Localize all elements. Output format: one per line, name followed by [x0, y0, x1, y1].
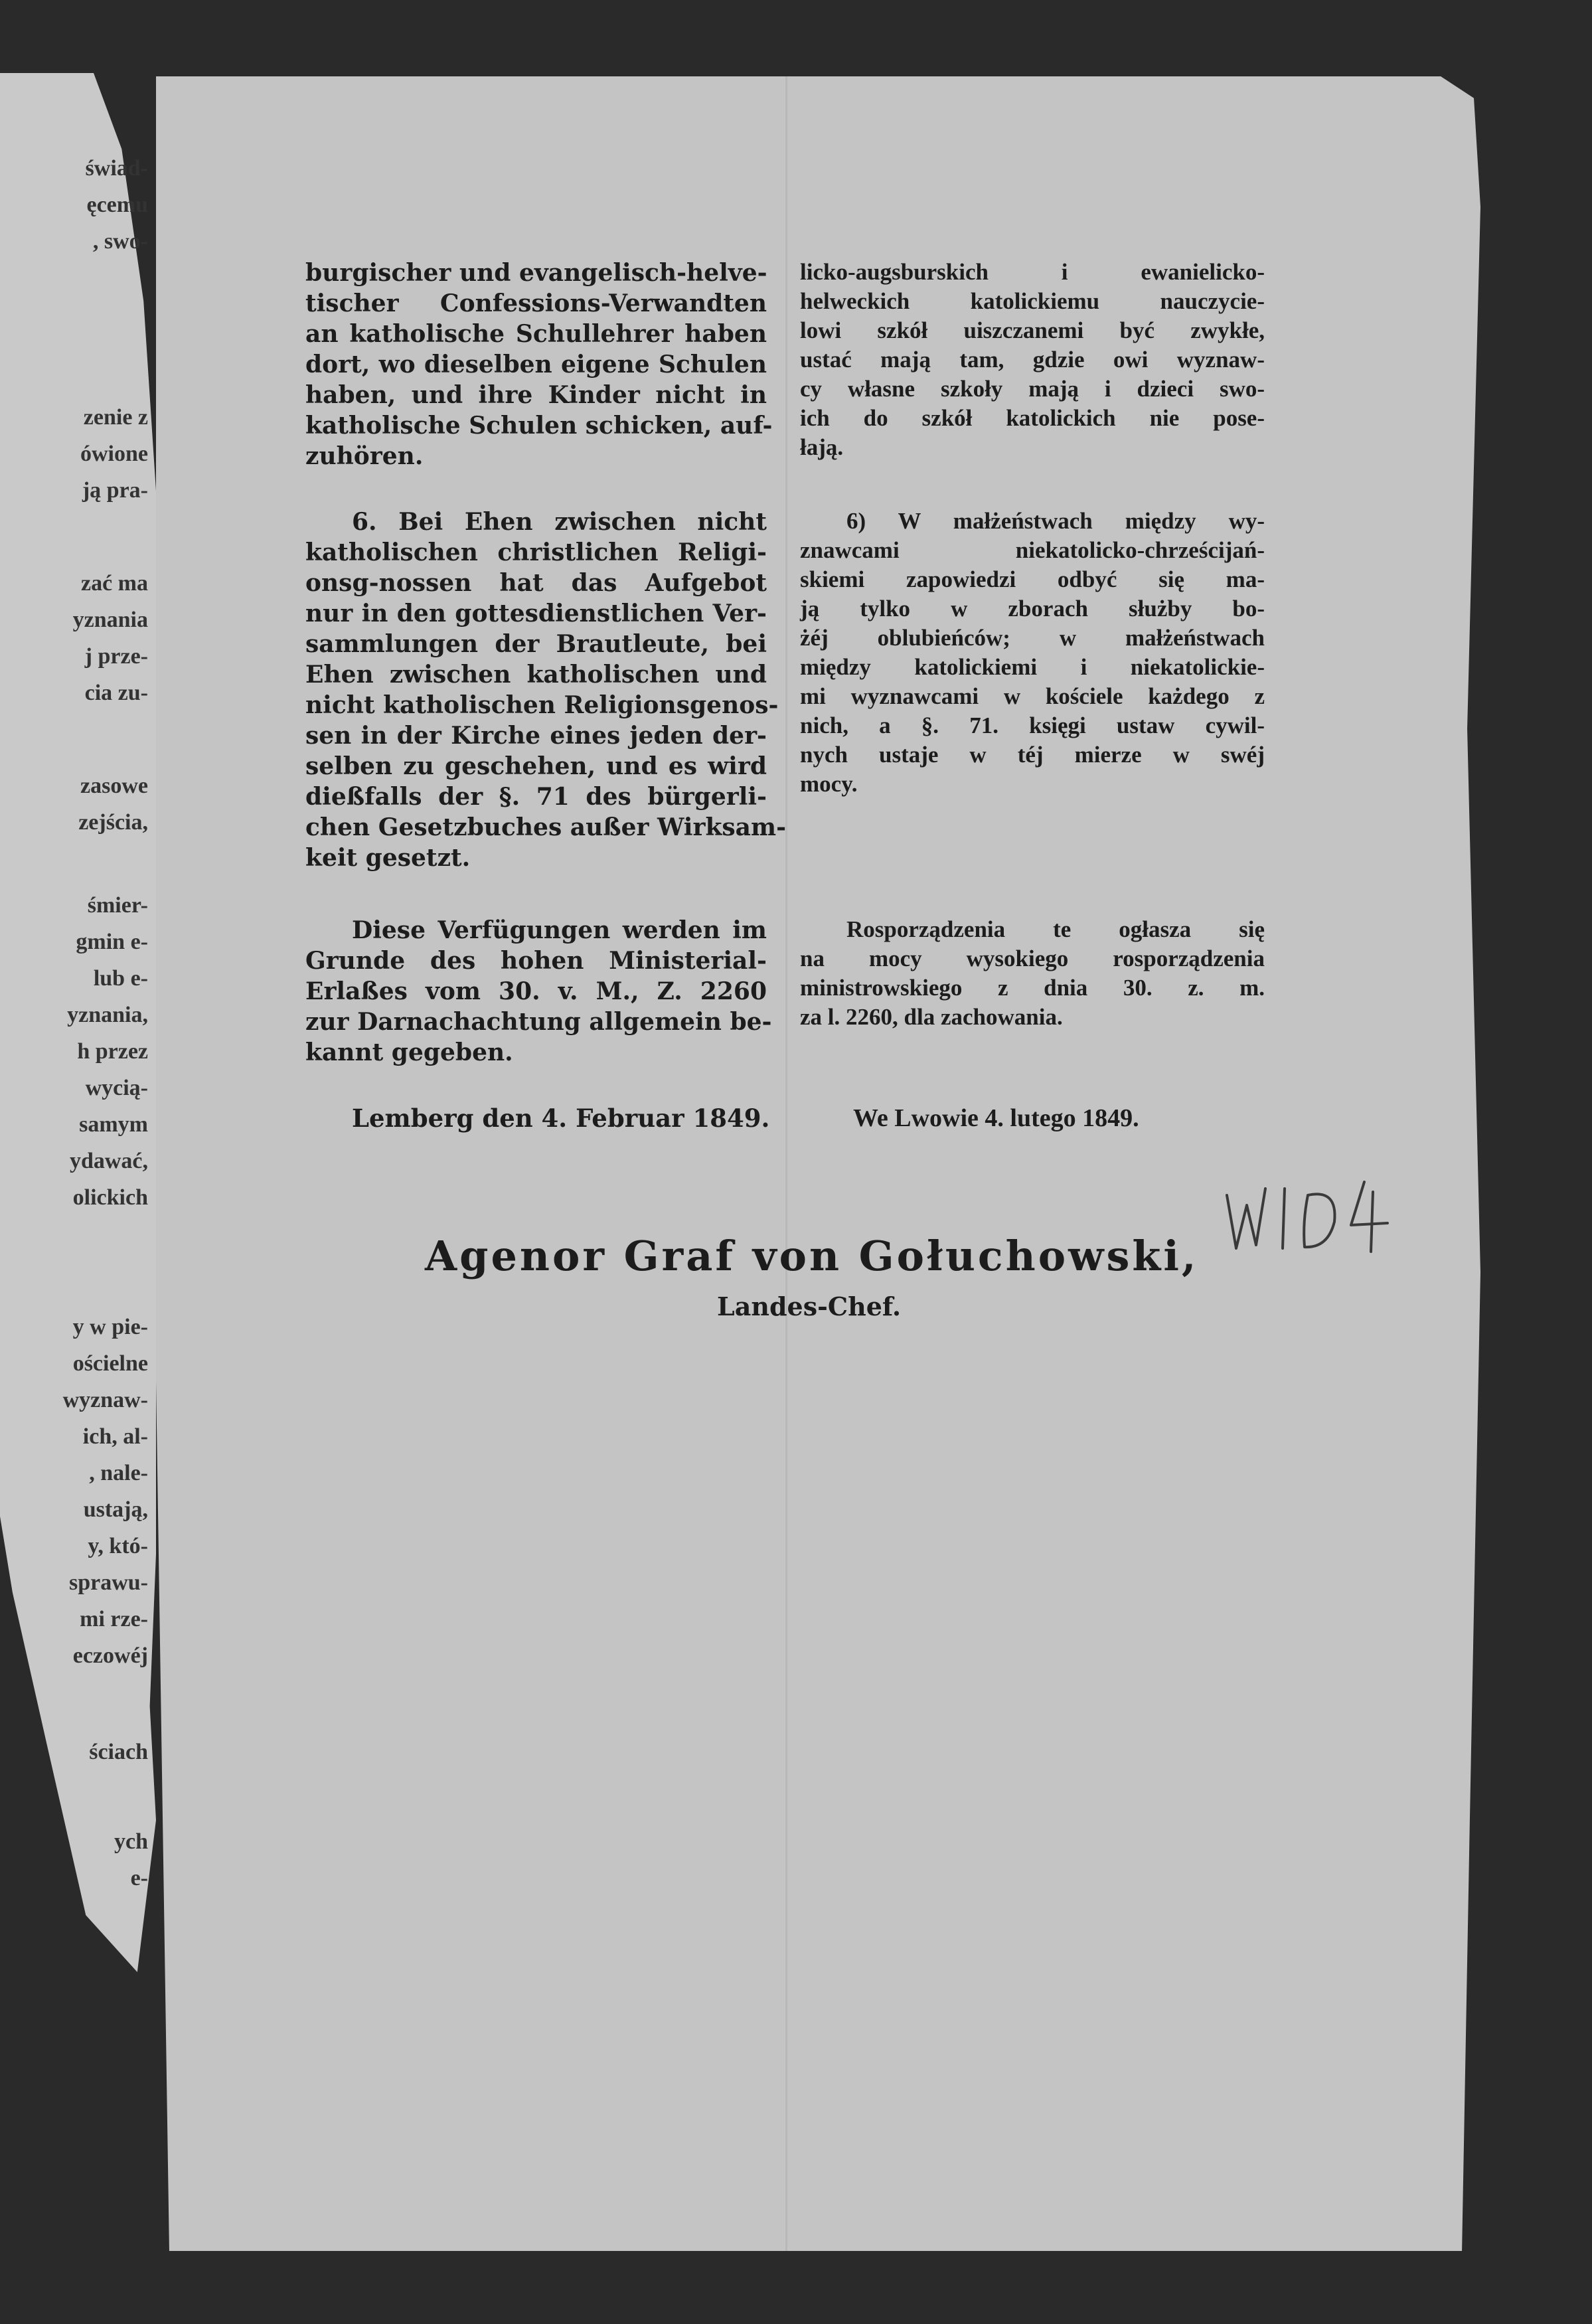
fragment-line: olickich [72, 1185, 148, 1210]
fragment-line: yznania [72, 608, 148, 632]
text-line: znawcami niekatolicko-chrześcijań- [800, 537, 1265, 563]
text-line: nur in den gottesdienstlichen Ver- [305, 600, 767, 627]
text-line: Grunde des hohen Ministerial- [305, 947, 767, 975]
text-line: ustać mają tam, gdzie owi wyznaw- [800, 347, 1265, 373]
fragment-line: ściach [89, 1740, 148, 1764]
german-paragraph-1 [305, 258, 773, 471]
fragment-line: ówione [80, 442, 148, 466]
fragment-line: ościelne [72, 1351, 148, 1376]
text-line: ich do szkół katolickich nie pose- [800, 405, 1265, 431]
fragment-line: eczowéj [72, 1643, 148, 1668]
polish-paragraph-3 [800, 915, 1265, 1032]
text-line: 6) W małżeństwach między wy- [846, 508, 1265, 534]
fragment-line: lub e- [93, 966, 148, 991]
fragment-line: sprawu- [68, 1570, 148, 1595]
polish-paragraph-1 [800, 258, 1265, 462]
text-line: burgischer und evangelisch-helve- [305, 259, 767, 287]
fragment-line: ydawać, [69, 1149, 148, 1173]
fragment-line: , nale- [89, 1461, 148, 1485]
text-line: nicht katholischen Religionsgenos- [305, 691, 779, 719]
text-line: zuhören. [305, 442, 424, 470]
text-line: na mocy wysokiego rosporządzenia [800, 946, 1265, 971]
fragment-line: wyznaw- [62, 1388, 148, 1412]
fragment-line: gmin e- [76, 930, 148, 954]
text-line: dort, wo dieselben eigene Schulen [305, 351, 767, 378]
text-line: cy własne szkoły mają i dzieci swo- [800, 376, 1265, 402]
fold-crease [785, 76, 787, 2251]
fragment-line: cia zu- [84, 681, 148, 705]
fragment-line: yznania, [67, 1003, 148, 1027]
fragment-line: e- [130, 1866, 148, 1890]
fragment-line: samym [79, 1112, 148, 1137]
text-line: Diese Verfügungen werden im [352, 916, 767, 944]
text-line: an katholische Schullehrer haben [305, 320, 767, 348]
fragment-line: j prze- [84, 644, 148, 669]
fragment-line: zenie z [83, 405, 148, 430]
text-line: selben zu geschehen, und es wird [305, 752, 767, 780]
text-line: 6. Bei Ehen zwischen nicht [352, 508, 767, 536]
text-line: za l. 2260, dla zachowania. [800, 1004, 1063, 1030]
text-line: lowi szkół uiszczanemi być zwykłe, [800, 317, 1265, 343]
text-line: ministrowskiego z dnia 30. z. m. [800, 975, 1265, 1001]
german-paragraph-2 [305, 507, 787, 873]
german-date-line: Lemberg den 4. Februar 1849. [352, 1104, 770, 1133]
text-line: mocy. [800, 771, 858, 797]
text-line: keit gesetzt. [305, 844, 471, 872]
text-line: haben, und ihre Kinder nicht in [305, 381, 767, 409]
fragment-line: ych [114, 1829, 148, 1854]
archive-pencil-mark [1222, 1169, 1394, 1255]
text-line: katholischen christlichen Religi- [305, 539, 767, 566]
text-line: mi wyznawcami w kościele każdego z [800, 683, 1265, 709]
fragment-line: , swo- [92, 229, 148, 254]
text-line: łają. [800, 434, 844, 460]
text-line: licko-augsburskich i ewanielicko- [800, 259, 1265, 285]
text-line: chen Gesetzbuches außer Wirksam- [305, 813, 787, 841]
text-line: sammlungen der Brautleute, bei [305, 630, 767, 658]
text-line: kannt gegeben. [305, 1038, 513, 1066]
text-line: Rosporządzenia te ogłasza się [846, 916, 1265, 942]
text-line: Erlaßes vom 30. v. M., Z. 2260 [305, 977, 767, 1005]
fragment-line: mi rze- [80, 1607, 148, 1631]
text-line: zur Darnachachtung allgemein be- [305, 1008, 772, 1036]
signer-title: Landes-Chef. [717, 1291, 902, 1321]
text-line: Ehen zwischen katholischen und [305, 661, 767, 689]
polish-paragraph-2 [800, 507, 1265, 799]
fragment-line: y, któ- [88, 1534, 148, 1558]
text-line: sen in der Kirche eines jeden der- [305, 722, 767, 750]
german-paragraph-3 [305, 915, 772, 1068]
fragment-line: ęcemu [86, 193, 148, 217]
text-line: helweckich katolickiemu nauczycie- [800, 288, 1265, 314]
fragment-line: ją pra- [82, 478, 148, 503]
text-line: ją tylko w zborach służby bo- [800, 596, 1265, 622]
polish-date-line: We Lwowie 4. lutego 1849. [853, 1104, 1139, 1132]
text-line: nych ustaje w téj mierze w swéj [800, 742, 1265, 768]
fragment-line: ich, al- [82, 1424, 148, 1449]
text-line: dießfalls der §. 71 des bürgerli- [305, 783, 767, 811]
fragment-line: zejścia, [78, 810, 148, 835]
text-line: skiemi zapowiedzi odbyć się ma- [800, 566, 1265, 592]
text-line: żéj oblubieńców; w małżeństwach [800, 625, 1265, 651]
fragment-line: y w pie- [72, 1315, 148, 1339]
fragment-line: śmier- [87, 893, 148, 918]
fragment-line: ustają, [83, 1497, 148, 1522]
text-line: katholische Schulen schicken, auf- [305, 412, 773, 440]
text-line: nich, a §. 71. księgi ustaw cywil- [800, 712, 1265, 738]
fragment-line: h przez [77, 1039, 148, 1064]
text-line: onsg-nossen hat das Aufgebot [305, 569, 767, 597]
text-line: tischer Confessions-Verwandten [305, 290, 767, 317]
text-line: między katolickiemi i niekatolickie- [800, 654, 1265, 680]
fragment-line: wycią- [85, 1076, 148, 1100]
fragment-line: świad- [85, 156, 148, 181]
fragment-line: zać ma [80, 571, 148, 596]
fragment-line: zasowe [80, 774, 148, 798]
signature-name: Agenor Graf von Gołuchowski, [425, 1232, 1199, 1280]
